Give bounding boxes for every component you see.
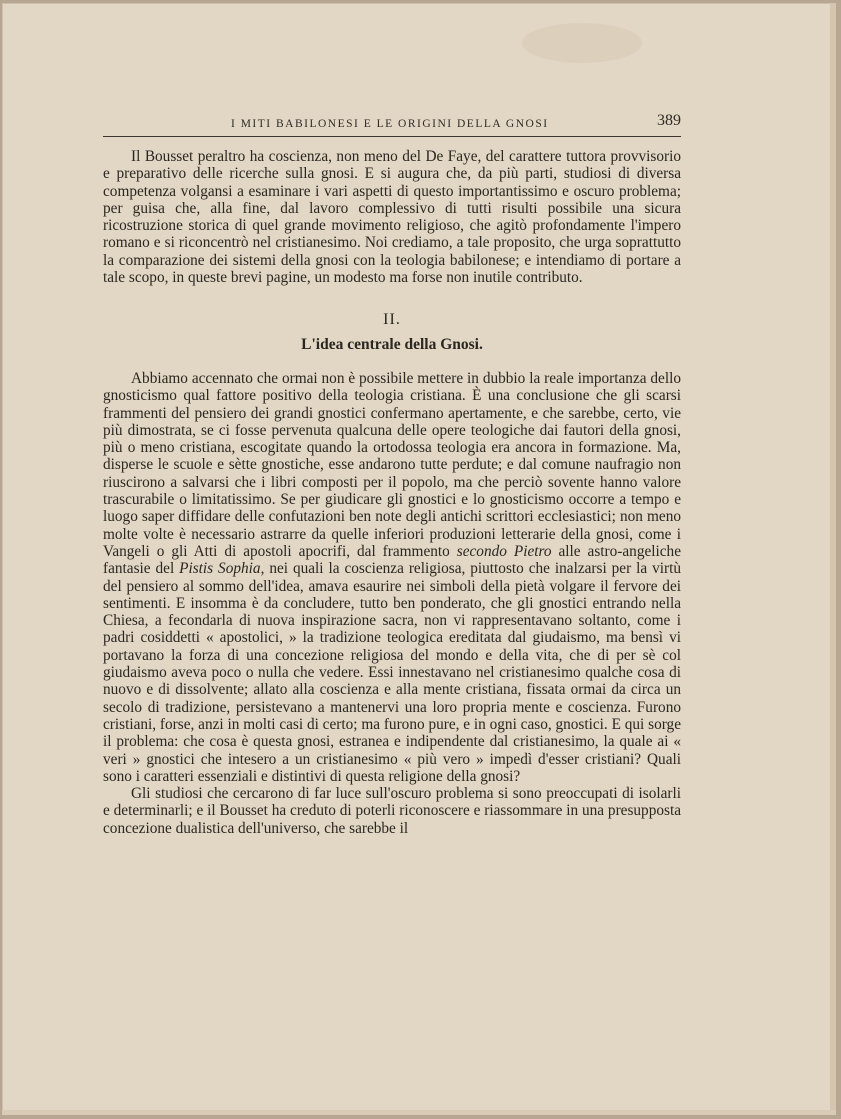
section-title: L'idea centrale della Gnosi. (301, 335, 483, 353)
paragraph-1: Il Bousset peraltro ha coscienza, non meno del De Faye, del carattere tuttora provvisorio e preparativo delle ricerche sulla gnosi. E si augura che, da più parti, studiosi di diversa competenza volgansi a esaminare i vari aspetti di questo importantissimo e oscuro problema; per guisa che, alla fine, dal lavoro complessivo di tutti risulti possibile una sicura ricostruzione storica di quel grande movimento religioso, che agitò profondamente l'impero romano e si riconcentrò nel cristianesimo. Noi crediamo, a tale proposito, che urga soprattutto la comparazione dei sistemi della gnosi con la teologia babilonese; e intendiamo di portare a tale scopo, in queste brevi pagine, un modesto ma forse non inutile contributo. (103, 148, 681, 287)
running-title: I MITI BABILONESI E LE ORIGINI DELLA GNOSI (231, 118, 549, 130)
page-edge-bottom (2, 1110, 836, 1115)
paragraph-2-text-c: , nei quali la coscienza religiosa, piuttosto che inalzarsi per la virtù del pensiero al sommo dell'idea, amava esaurire nei simboli della pietà volgare il fervore dei sentimenti. E insomma è da concludere, tutto ben ponderato, che gli gnostici entrando nella Chiesa, a fecondarla di nuova inspirazione sacra, non vi rappresentavano soltanto, come i padri cosiddetti « apostolici, » la tradizione teologica ereditata dal giudaismo, ma bensì vi portavano la forza di una concezione religiosa del mondo e della vita, che di per sè col giudaismo aveva poco o nulla che vedere. Essi innestavano nel cristianesimo qualche cosa di nuovo e di dissolvente; allato alla coscienza e alla mente cristiana, fissata ormai da circa un secolo di tradizione, persistevano a mantenervi una loro propria mente e coscienza. Furono cristiani, forse, anzi in molti casi di certo; ma furono pure, e in ogni caso, gnostici. E qui sorge il problema: che cosa è questa gnosi, estranea e indipendente dal cristianesimo, la quale ai « veri » gnostici che intesero a un cristianesimo « più vero » impedì d'esser cristiani? Quali sono i caratteri essenziali e distintivi di questa religione della gnosi? (103, 560, 681, 785)
paragraph-2 (103, 370, 681, 785)
paragraph-3: Gli studiosi che cercarono di far luce sull'oscuro problema si sono preoccupati di isolarli e determinarli; e il Bousset ha creduto di poterli riconoscere e riassommare in una presupposta concezione dualistica dell'universo, che sarebbe il (103, 785, 681, 837)
paragraph-2-text-a: Abbiamo accennato che ormai non è possibile mettere in dubbio la reale importanza dello gnosticismo qual fattore positivo della teologia cristiana. È una conclusione che gli scarsi frammenti del pensiero dei grandi gnostici confermano apertamente, e che sarebbe, certo, vie più dimostrata, se ci fosse pervenuta qualcuna delle opere teologiche dai fautori della gnosi, più o meno cristiana, escogitate quando la ortodossa teologia era ancora in formazione. Ma, disperse le scuole e sètte gnostiche, esse andarono tutte perdute; e dal comune naufragio non riuscirono a salvarsi che i libri composti per il popolo, ma che perciò sovente hanno valore trascurabile o limitatissimo. Se per giudicare gli gnostici e lo gnosticismo occorre a tempo e luogo saper diffidare delle confutazioni ben note degli antichi scrittori ecclesiastici; non meno molte volte è necessario astrarre da quelle inferiori produzioni letterarie della gnosi, come i Vangeli o gli Atti di apostoli apocrifi, dal frammento (103, 369, 681, 560)
section-number: II. (383, 311, 401, 329)
italic-secondo-pietro: secondo Pietro (456, 542, 552, 560)
paragraph-2-text-b: alle astro-angeliche fantasie del (103, 542, 681, 578)
page-header (103, 108, 681, 138)
paper-stain (522, 23, 642, 63)
page-number: 389 (657, 112, 681, 129)
italic-pistis-sophia: Pistis Sophia (179, 560, 261, 578)
body-text (103, 148, 681, 837)
header-rule (103, 136, 681, 137)
page-edge (830, 3, 836, 1115)
